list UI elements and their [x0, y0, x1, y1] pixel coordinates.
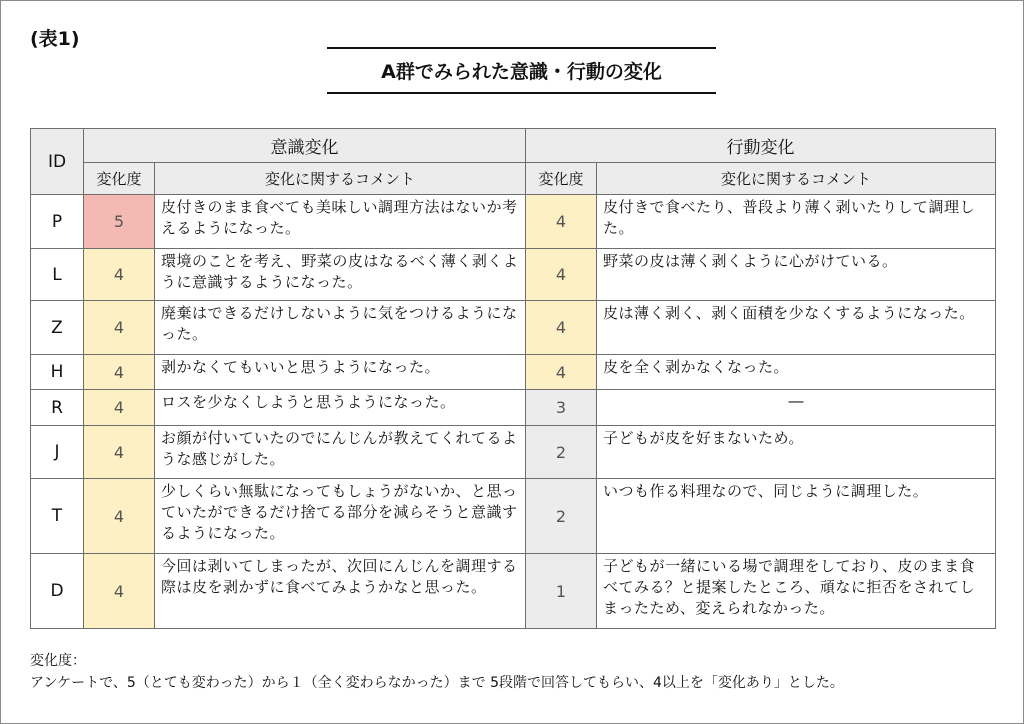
awareness-degree: 4 [84, 479, 155, 554]
table-row [31, 479, 996, 554]
header-awareness-degree: 変化度 [84, 163, 155, 195]
behavior-comment: 子どもが一緒にいる場で調理をしており、皮のまま食べてみる？と提案したところ、頑なに拒否をされてしまったため、変えられなかった。 [597, 554, 996, 629]
header-awareness: 意識変化 [84, 129, 526, 163]
awareness-comment: 皮付きのまま食べても美味しい調理方法はないか考えるようになった。 [155, 195, 526, 249]
header-id: ID [31, 129, 84, 195]
behavior-comment: 皮付きで食べたり、普段より薄く剥いたりして調理した。 [597, 195, 996, 249]
awareness-comment: 環境のことを考え、野菜の皮はなるべく薄く剥くように意識するようになった。 [155, 249, 526, 301]
table-row [31, 301, 996, 355]
awareness-degree: 4 [84, 301, 155, 355]
table-row [31, 390, 996, 426]
row-id: L [31, 249, 84, 301]
behavior-degree: 4 [526, 301, 597, 355]
row-id: Z [31, 301, 84, 355]
table-row [31, 195, 996, 249]
behavior-degree: 3 [526, 390, 597, 426]
behavior-comment: ― [597, 390, 996, 426]
footnote [30, 650, 844, 694]
row-id: J [31, 426, 84, 479]
row-id: H [31, 355, 84, 390]
footnote-label: 変化度： [30, 653, 86, 669]
behavior-comment: 皮は薄く剥く、剥く面積を少なくするようになった。 [597, 301, 996, 355]
header-behavior-comment: 変化に関するコメント [597, 163, 996, 195]
awareness-degree: 4 [84, 249, 155, 301]
behavior-degree: 2 [526, 479, 597, 554]
awareness-degree: 4 [84, 355, 155, 390]
behavior-degree: 4 [526, 195, 597, 249]
awareness-degree: 4 [84, 426, 155, 479]
row-id: R [31, 390, 84, 426]
change-table [30, 128, 996, 629]
awareness-comment: 剥かなくてもいいと思うようになった。 [155, 355, 526, 390]
table-row [31, 355, 996, 390]
awareness-comment: お顔が付いていたのでにんじんが教えてくれてるような感じがした。 [155, 426, 526, 479]
table-title: A群でみられた意識・行動の変化 [327, 47, 716, 94]
behavior-degree: 1 [526, 554, 597, 629]
table-row [31, 426, 996, 479]
row-id: D [31, 554, 84, 629]
awareness-comment: ロスを少なくしようと思うようになった。 [155, 390, 526, 426]
footnote-text: アンケートで、5（とても変わった）から１（全く変わらなかった）まで 5段階で回答してもらい、4以上を「変化あり」とした。 [30, 675, 844, 691]
row-id: T [31, 479, 84, 554]
behavior-comment: 野菜の皮は薄く剥くように心がけている。 [597, 249, 996, 301]
behavior-degree: 4 [526, 249, 597, 301]
behavior-degree: 4 [526, 355, 597, 390]
header-behavior: 行動変化 [526, 129, 996, 163]
behavior-comment: いつも作る料理なので、同じように調理した。 [597, 479, 996, 554]
behavior-comment: 子どもが皮を好まないため。 [597, 426, 996, 479]
awareness-comment: 今回は剥いてしまったが、次回にんじんを調理する際は皮を剥かずに食べてみようかなと思った。 [155, 554, 526, 629]
table-row [31, 554, 996, 629]
awareness-degree: 4 [84, 554, 155, 629]
behavior-degree: 2 [526, 426, 597, 479]
table-label: (表1) [30, 28, 80, 50]
awareness-degree: 5 [84, 195, 155, 249]
awareness-degree: 4 [84, 390, 155, 426]
awareness-comment: 少しくらい無駄になってもしょうがないか、と思っていたができるだけ捨てる部分を減らそうと意識するようになった。 [155, 479, 526, 554]
row-id: P [31, 195, 84, 249]
behavior-comment: 皮を全く剥かなくなった。 [597, 355, 996, 390]
table-row [31, 249, 996, 301]
header-behavior-degree: 変化度 [526, 163, 597, 195]
awareness-comment: 廃棄はできるだけしないように気をつけるようになった。 [155, 301, 526, 355]
header-awareness-comment: 変化に関するコメント [155, 163, 526, 195]
